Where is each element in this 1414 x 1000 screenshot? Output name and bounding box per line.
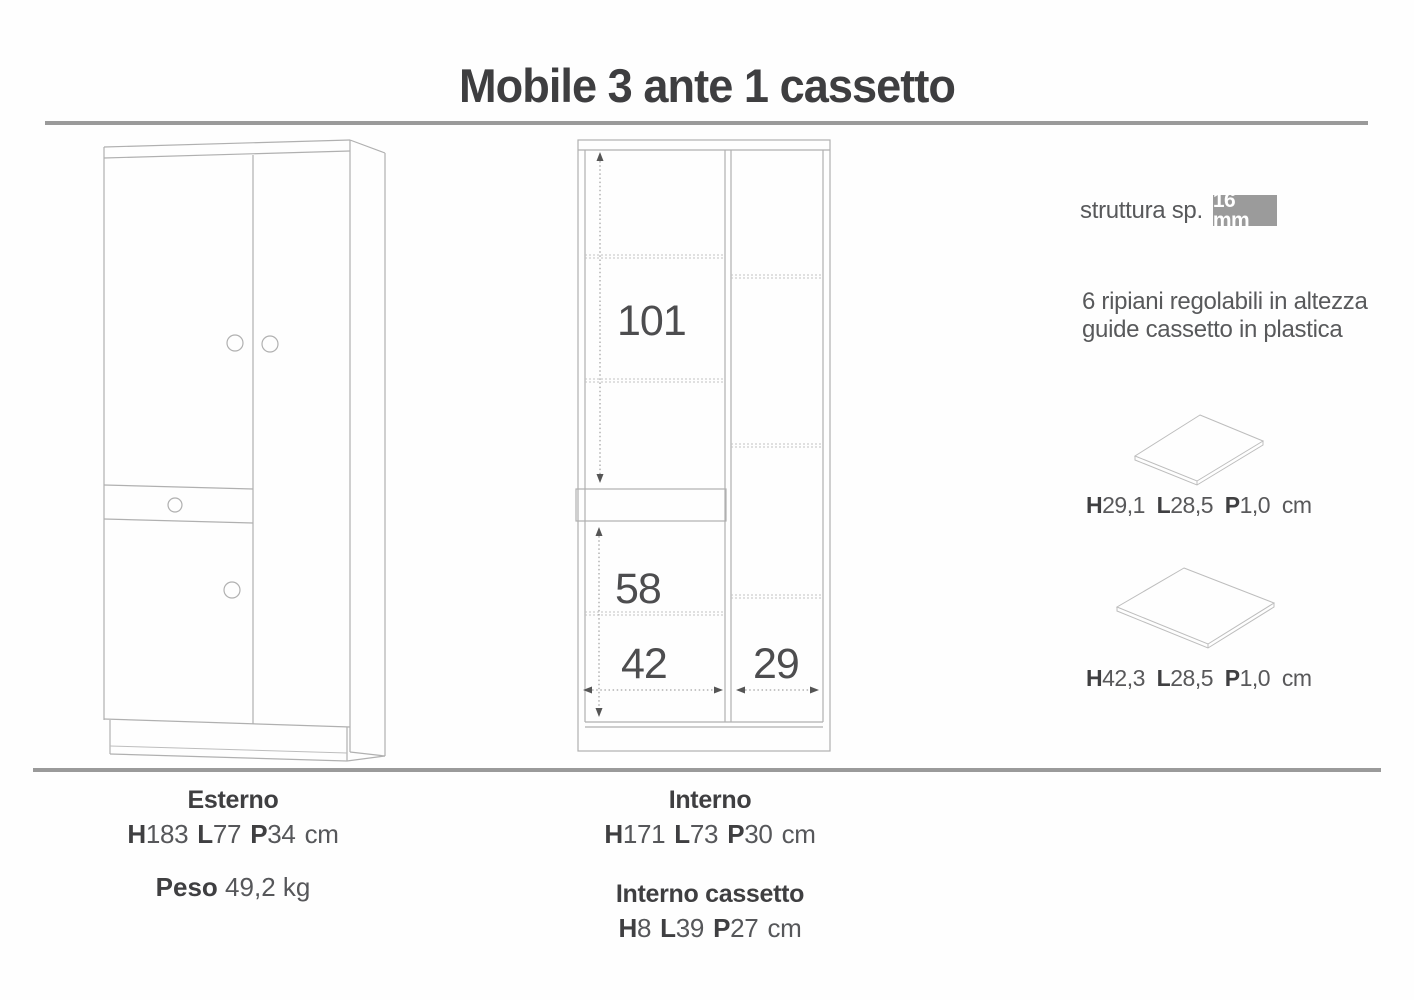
structure-label: struttura sp. <box>1080 196 1203 224</box>
thickness-badge <box>1212 188 1277 232</box>
shelf-small-icon <box>1110 405 1280 495</box>
knob-right-door <box>262 336 278 352</box>
interno-cassetto-dimensions: H8 L39 P27 cm <box>618 913 802 943</box>
weight-line: Peso 49,2 kg <box>155 872 311 902</box>
esterno-dimensions: H183 L77 P34 cm <box>127 819 339 849</box>
features-text <box>1082 288 1368 344</box>
bottom-divider <box>33 768 1381 772</box>
dim-left-width: 42 <box>621 640 667 688</box>
dim-upper-height: 101 <box>617 297 686 345</box>
top-divider <box>45 121 1368 125</box>
esterno-heading: Esterno <box>187 786 279 814</box>
shelf-small-dimensions: H29,1 L28,5 P1,0 cm <box>1086 492 1312 518</box>
thickness-value: 16 mm <box>1212 188 1250 232</box>
knob-drawer <box>168 498 182 512</box>
interno-cassetto-heading: Interno cassetto <box>615 880 805 908</box>
knob-upper-left-door <box>227 335 243 351</box>
shelf-large-dimensions: H42,3 L28,5 P1,0 cm <box>1086 665 1312 691</box>
drawer-box <box>576 489 726 521</box>
esterno-block <box>93 786 373 903</box>
cabinet-front-view <box>95 133 395 765</box>
shelf-large-icon <box>1105 555 1285 655</box>
cabinet-internal-view <box>565 133 845 765</box>
dim-lower-height: 58 <box>615 565 661 613</box>
features-line-2: guide cassetto in plastica <box>1082 316 1343 343</box>
knob-lower-left-door <box>224 582 240 598</box>
interno-dimensions: H171 L73 P30 cm <box>604 819 816 849</box>
dim-right-width: 29 <box>753 640 799 688</box>
page-title: Mobile 3 ante 1 cassetto <box>458 59 956 112</box>
structure-thickness-row <box>1080 188 1277 232</box>
interno-heading: Interno <box>668 786 752 814</box>
features-line-1: 6 ripiani regolabili in altezza <box>1082 288 1368 315</box>
interno-block <box>570 786 850 944</box>
